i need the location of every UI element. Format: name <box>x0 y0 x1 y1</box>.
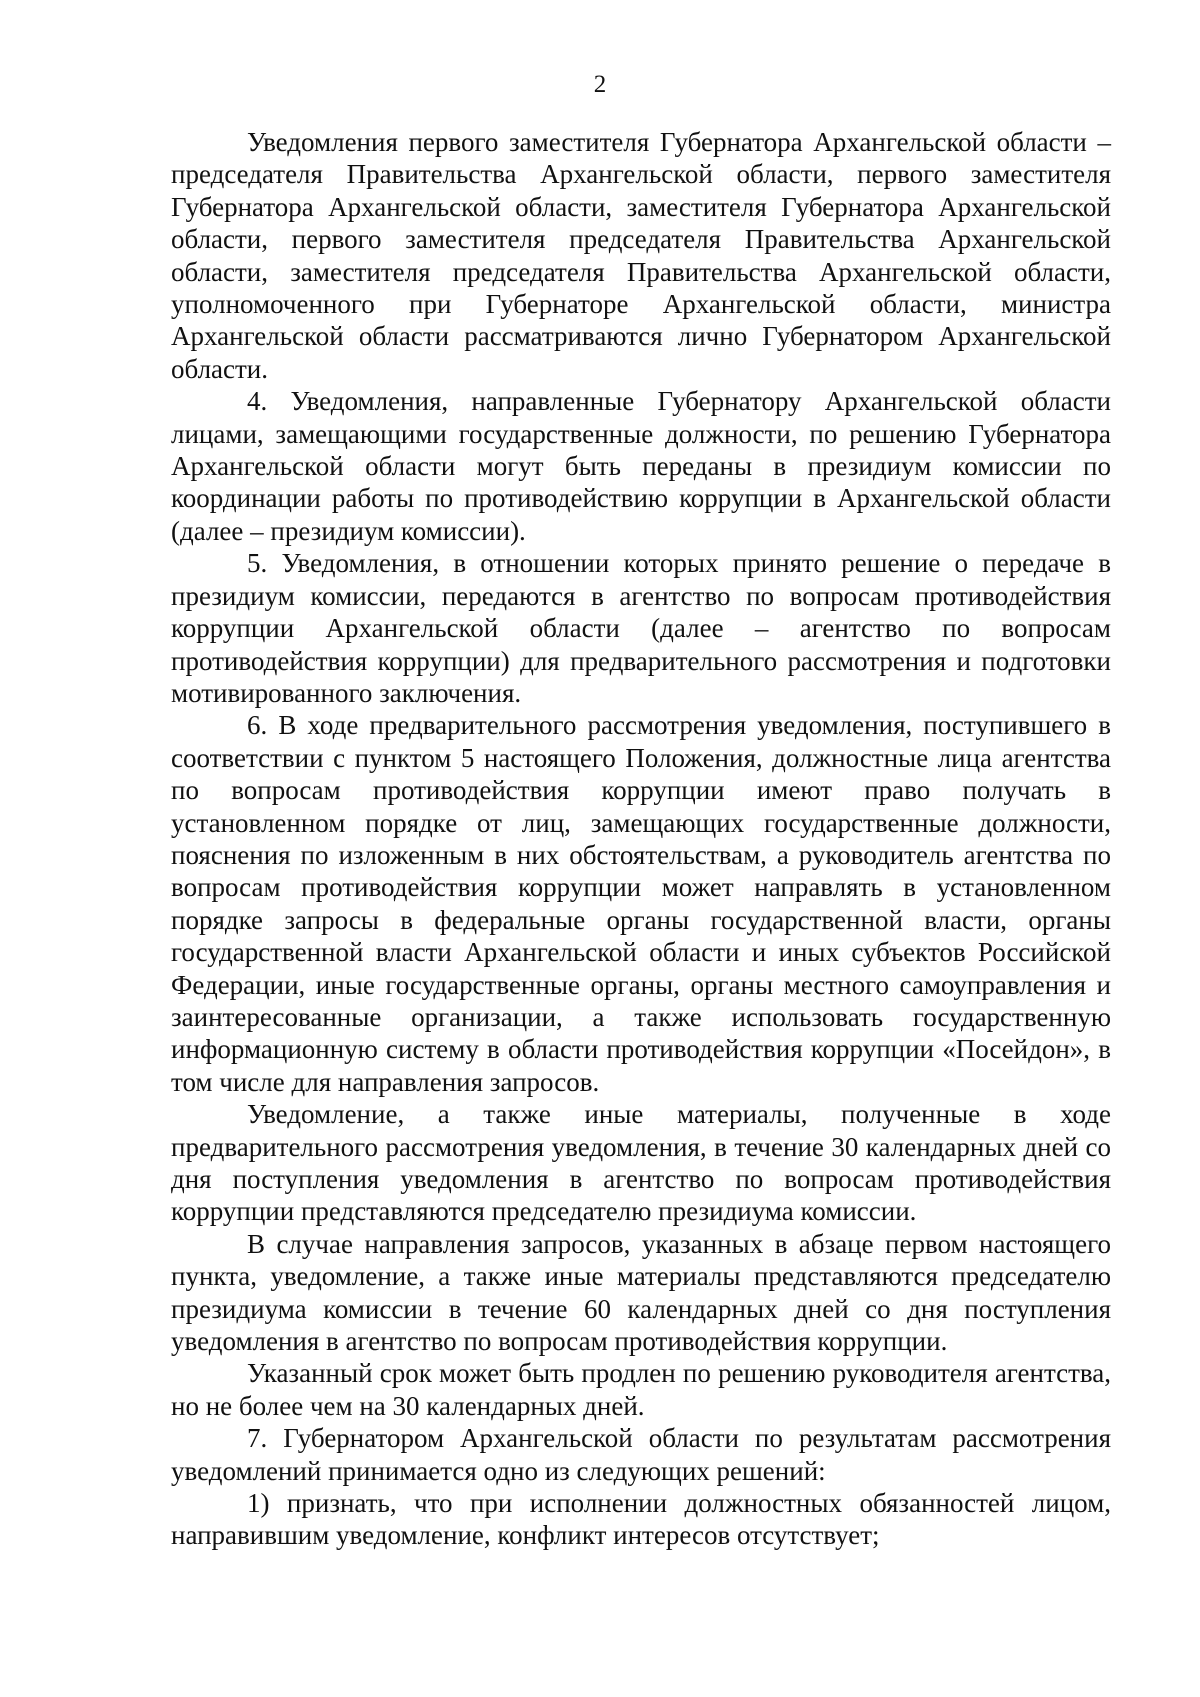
paragraph-item-6: 6. В ходе предварительного рассмотрения уведомления, поступившего в соответствии с пунктом 5 настоящего Положения, должностные лица агентства по вопросам противодействия коррупции имеют право получать в установленном порядке от лиц, замещающих государственные должности, пояснения по изложенным в них обстоятельствам, а руководитель агентства по вопросам противодействия коррупции может направлять в установленном порядке запросы в федеральные органы государственной власти, органы государственной власти Архангельской области и иных субъектов Российской Федерации, иные государственные органы, органы местного самоуправления и заинтересованные организации, а также использовать государственную информационную систему в области противодействия коррупции «Посейдон», в том числе для направления запросов. <box>171 710 1111 1097</box>
paragraph-item-7-decision-1: 1) признать, что при исполнении должностных обязанностей лицом, направившим уведомление, конфликт интересов отсутствует; <box>171 1488 1111 1551</box>
paragraph-item-6-materials: Уведомление, а также иные материалы, полученные в ходе предварительного рассмотрения уведомления, в течение 30 календарных дней со дня поступления уведомления в агентство по вопросам противодействия коррупции представляются председателю президиума комиссии. <box>171 1099 1111 1227</box>
paragraph-item-6-requests: В случае направления запросов, указанных в абзаце первом настоящего пункта, уведомление, а также иные материалы представляются председателю президиума комиссии в течение 60 календарных дней со дня поступления уведомления в агентство по вопросам противодействия коррупции. <box>171 1228 1111 1357</box>
page-number: 2 <box>593 71 607 98</box>
document-body <box>171 126 1111 1552</box>
paragraph-item-7: 7. Губернатором Архангельской области по результатам рассмотрения уведомлений принимается одно из следующих решений: <box>171 1423 1111 1486</box>
paragraph-governor-review: Уведомления первого заместителя Губернатора Архангельской области – председателя Правительства Архангельской области, первого заместителя Губернатора Архангельской области, заместителя Губернатора Архангельской области, первого заместителя председателя Правительства Архангельской области, заместителя председателя Правительства Архангельской области, уполномоченного при Губернаторе Архангельской области, министра Архангельской области рассматриваются лично Губернатором Архангельской области. <box>171 127 1111 384</box>
paragraph-item-4: 4. Уведомления, направленные Губернатору Архангельской области лицами, замещающими государственные должности, по решению Губернатора Архангельской области могут быть переданы в президиум комиссии по координации работы по противодействию коррупции в Архангельской области (далее – президиум комиссии). <box>171 386 1111 546</box>
paragraph-item-6-extension: Указанный срок может быть продлен по решению руководителя агентства, но не более чем на 30 календарных дней. <box>171 1358 1111 1421</box>
paragraph-item-5: 5. Уведомления, в отношении которых принято решение о передаче в президиум комиссии, передаются в агентство по вопросам противодействия коррупции Архангельской области (далее – агентство по вопросам противодействия коррупции) для предварительного рассмотрения и подготовки мотивированного заключения. <box>171 548 1111 708</box>
